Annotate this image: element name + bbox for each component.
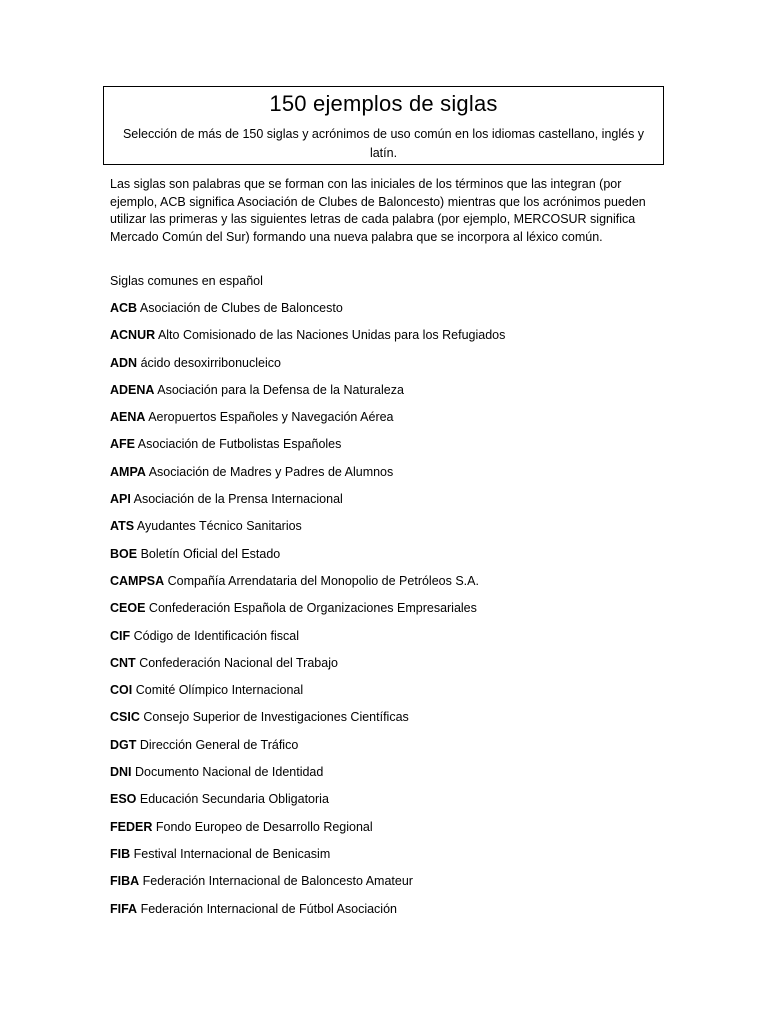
acronym-abbr: DNI	[110, 765, 132, 780]
acronym-abbr: FIBA	[110, 874, 140, 889]
acronym-entry	[110, 628, 670, 655]
acronym-abbr: AFE	[110, 437, 135, 452]
acronym-abbr: ATS	[110, 519, 135, 534]
acronym-entry	[110, 409, 670, 436]
acronym-meaning: Ayudantes Técnico Sanitarios	[136, 519, 302, 534]
acronym-abbr: CIF	[110, 628, 131, 643]
acronym-entry	[110, 901, 670, 928]
acronym-abbr: DGT	[110, 737, 137, 752]
acronym-meaning: Federación Internacional de Fútbol Asociación	[140, 901, 397, 916]
acronym-meaning: Código de Identificación fiscal	[133, 628, 299, 643]
acronym-entry	[110, 327, 670, 354]
acronym-meaning: Asociación de Futbolistas Españoles	[137, 437, 342, 452]
acronym-abbr: CEOE	[110, 601, 146, 616]
acronym-entry	[110, 355, 670, 382]
acronym-meaning: Asociación de Clubes de Baloncesto	[139, 301, 343, 315]
acronym-meaning: Compañía Arrendataria del Monopolio de Petróleos S.A.	[167, 573, 479, 588]
acronym-abbr: API	[110, 492, 131, 507]
acronym-meaning: Consejo Superior de Investigaciones Científicas	[143, 710, 409, 725]
acronym-abbr: CSIC	[110, 710, 140, 725]
acronym-abbr: ADN	[110, 355, 138, 370]
acronym-meaning: Alto Comisionado de las Naciones Unidas para los Refugiados	[157, 328, 506, 343]
acronym-meaning: Asociación para la Defensa de la Naturaleza	[157, 382, 404, 397]
acronym-meaning: Aeropuertos Españoles y Navegación Aérea	[148, 410, 394, 425]
acronym-abbr: FIFA	[110, 901, 138, 916]
acronym-entry	[110, 846, 670, 873]
acronym-entry	[110, 655, 670, 682]
acronym-meaning: Federación Internacional de Baloncesto Amateur	[142, 874, 413, 889]
section-heading: Siglas comunes en español	[110, 274, 263, 288]
acronym-entry	[110, 764, 670, 791]
acronym-entry	[110, 464, 670, 491]
acronym-meaning: Dirección General de Tráfico	[139, 737, 299, 752]
acronym-entry	[110, 819, 670, 846]
acronym-entry	[110, 491, 670, 518]
acronym-abbr: AENA	[110, 410, 146, 425]
acronym-entry	[110, 737, 670, 764]
acronym-entry	[110, 518, 670, 545]
acronym-meaning: Confederación Nacional del Trabajo	[139, 655, 338, 670]
acronym-abbr: FIB	[110, 846, 131, 861]
acronym-meaning: ácido desoxirribonucleico	[140, 355, 281, 370]
acronym-abbr: CAMPSA	[110, 573, 165, 588]
acronym-meaning: Festival Internacional de Benicasim	[133, 846, 331, 861]
acronym-abbr: FEDER	[110, 819, 153, 834]
acronym-entry	[110, 436, 670, 463]
acronym-entry	[110, 600, 670, 627]
intro-paragraph: Las siglas son palabras que se forman con las iniciales de los términos que las integran (por ejemplo, ACB significa Asociación de Clubes de Baloncesto) mientras que los acrónimos pueden utilizar las primeras y las siguientes letras de cada palabra (por ejemplo, MERCOSUR significa Mercado Común del Sur) formando una nueva palabra que se incorpora al léxico común.	[110, 177, 646, 244]
acronym-abbr: ACB	[110, 301, 138, 315]
document-subtitle: Selección de más de 150 siglas y acrónimos de uso común en los idiomas castellano, inglés y latín.	[122, 127, 645, 160]
acronym-abbr: COI	[110, 683, 133, 698]
acronym-abbr: ADENA	[110, 382, 155, 397]
acronym-entry	[110, 873, 670, 900]
acronym-entry	[110, 382, 670, 409]
acronym-entry	[110, 791, 670, 818]
acronym-abbr: AMPA	[110, 464, 146, 479]
acronym-abbr: ESO	[110, 792, 137, 807]
acronym-entry	[110, 573, 670, 600]
acronym-meaning: Asociación de la Prensa Internacional	[133, 492, 343, 507]
acronym-meaning: Boletín Oficial del Estado	[140, 546, 281, 561]
document-title: 150 ejemplos de siglas	[269, 91, 498, 116]
acronym-entry	[110, 546, 670, 573]
acronym-meaning: Fondo Europeo de Desarrollo Regional	[155, 819, 373, 834]
acronym-entry	[110, 682, 670, 709]
acronym-abbr: BOE	[110, 546, 138, 561]
acronym-meaning: Educación Secundaria Obligatoria	[139, 792, 329, 807]
title-box	[103, 86, 664, 165]
acronym-meaning: Documento Nacional de Identidad	[135, 765, 324, 780]
acronym-meaning: Asociación de Madres y Padres de Alumnos	[148, 464, 394, 479]
acronym-abbr: ACNUR	[110, 328, 156, 343]
acronym-abbr: CNT	[110, 655, 136, 670]
acronym-meaning: Confederación Española de Organizaciones Empresariales	[148, 601, 477, 616]
acronym-entry	[110, 709, 670, 736]
acronym-list	[110, 300, 670, 928]
acronym-entry	[110, 300, 670, 327]
acronym-meaning: Comité Olímpico Internacional	[135, 683, 304, 698]
